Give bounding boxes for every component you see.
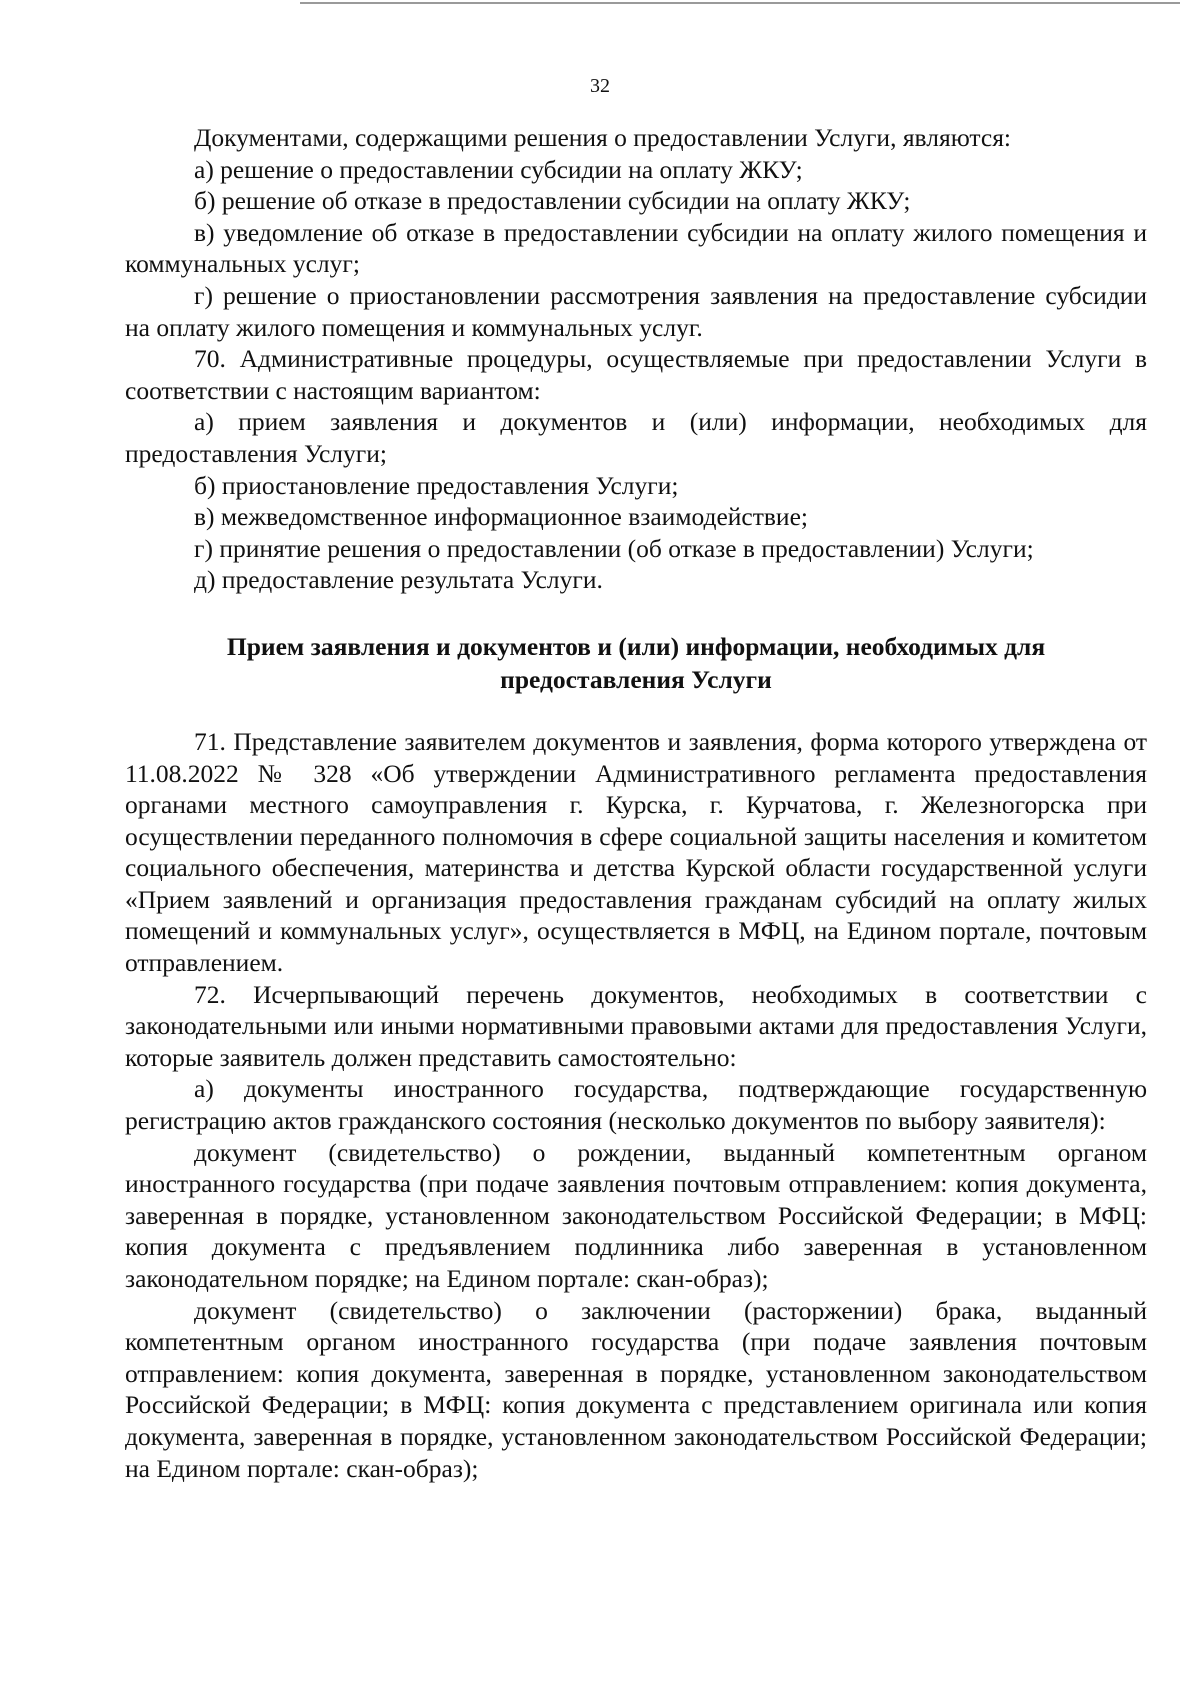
document-body (125, 122, 1147, 1484)
paragraph-70-procedures: 70. Административные процедуры, осуществляемые при предоставлении Услуги в соответствии с настоящим вариантом: (125, 344, 1147, 405)
paragraph-72-documents-list: 72. Исчерпывающий перечень документов, необходимых в соответствии с законодательными или иными нормативными правовыми актами для предоставления Услуги, которые заявитель должен представить самостоятельно: (125, 979, 1147, 1072)
scan-edge-line (300, 2, 1180, 4)
list-item-g-decision: г) принятие решения о предоставлении (об отказе в предоставлении) Услуги; (194, 533, 1034, 563)
paragraph-71-submission: 71. Представление заявителем документов и заявления, форма которого утверждена от 11.08.2022 № 328 «Об утверждении Административного регламента предоставления органами местного самоуправления г. Курска, г. Курчатова, г. Железногорска при осуществлении переданного полномочия в сфере социальной защиты населения и комитетом социального обеспечения, материнства и детства Курской области государственной услуги «Прием заявлений и организация предоставления гражданам субсидий на оплату жилых помещений и коммунальных услуг», осуществляется в МФЦ, на Едином портале, почтовым отправлением. (125, 726, 1147, 978)
list-item-v-interagency: в) межведомственное информационное взаимодействие; (194, 502, 808, 532)
paragraph-birth-certificate: документ (свидетельство) о рождении, выданный компетентным органом иностранного государства (при подаче заявления почтовым отправлением: копия документа, заверенная в порядке, установленном законодательством Российской Федерации; в МФЦ: копия документа с предъявлением подлинника либо заверенная в установленном законодательном порядке; на Едином портале: скан-образ); (125, 1137, 1147, 1293)
list-item-g-suspension-decision: г) решение о приостановлении рассмотрения заявления на предоставление субсидии на оплату жилого помещения и коммунальных услуг. (125, 280, 1147, 342)
list-item-b-suspension: б) приостановление предоставления Услуги; (194, 470, 679, 500)
list-item-v-refusal-notice: в) уведомление об отказе в предоставлении субсидии на оплату жилого помещения и коммунальных услуг; (125, 217, 1147, 279)
list-item-d-result: д) предоставление результата Услуги. (194, 565, 603, 595)
paragraph-marriage-certificate: документ (свидетельство) о заключении (расторжении) брака, выданный компетентным органом иностранного государства (при подаче заявления почтовым отправлением: копия документа, заверенная в порядке, установленном законодательством Российской Федерации; в МФЦ: копия документа с представлением оригинала или копия документа, заверенная в порядке, установленном законодательством Российской Федерации; на Едином портале: скан-образ); (125, 1295, 1147, 1483)
list-item-a-subsidy-decision: а) решение о предоставлении субсидии на оплату ЖКУ; (194, 154, 803, 184)
section-heading: Прием заявления и документов и (или) информации, необходимых для предоставления Услуги (226, 631, 1046, 694)
paragraph-results-intro: Документами, содержащими решения о предоставлении Услуги, являются: (194, 123, 1012, 152)
list-item-b-refusal-decision: б) решение об отказе в предоставлении субсидии на оплату ЖКУ; (194, 186, 911, 216)
page-number: 32 (590, 75, 610, 97)
list-item-a-foreign-documents: а) документы иностранного государства, подтверждающие государственную регистрацию актов гражданского состояния (несколько документов по выбору заявителя): (125, 1074, 1147, 1136)
list-item-a-application-intake: а) прием заявления и документов и (или) информации, необходимых для предоставления Услуги; (125, 407, 1147, 468)
